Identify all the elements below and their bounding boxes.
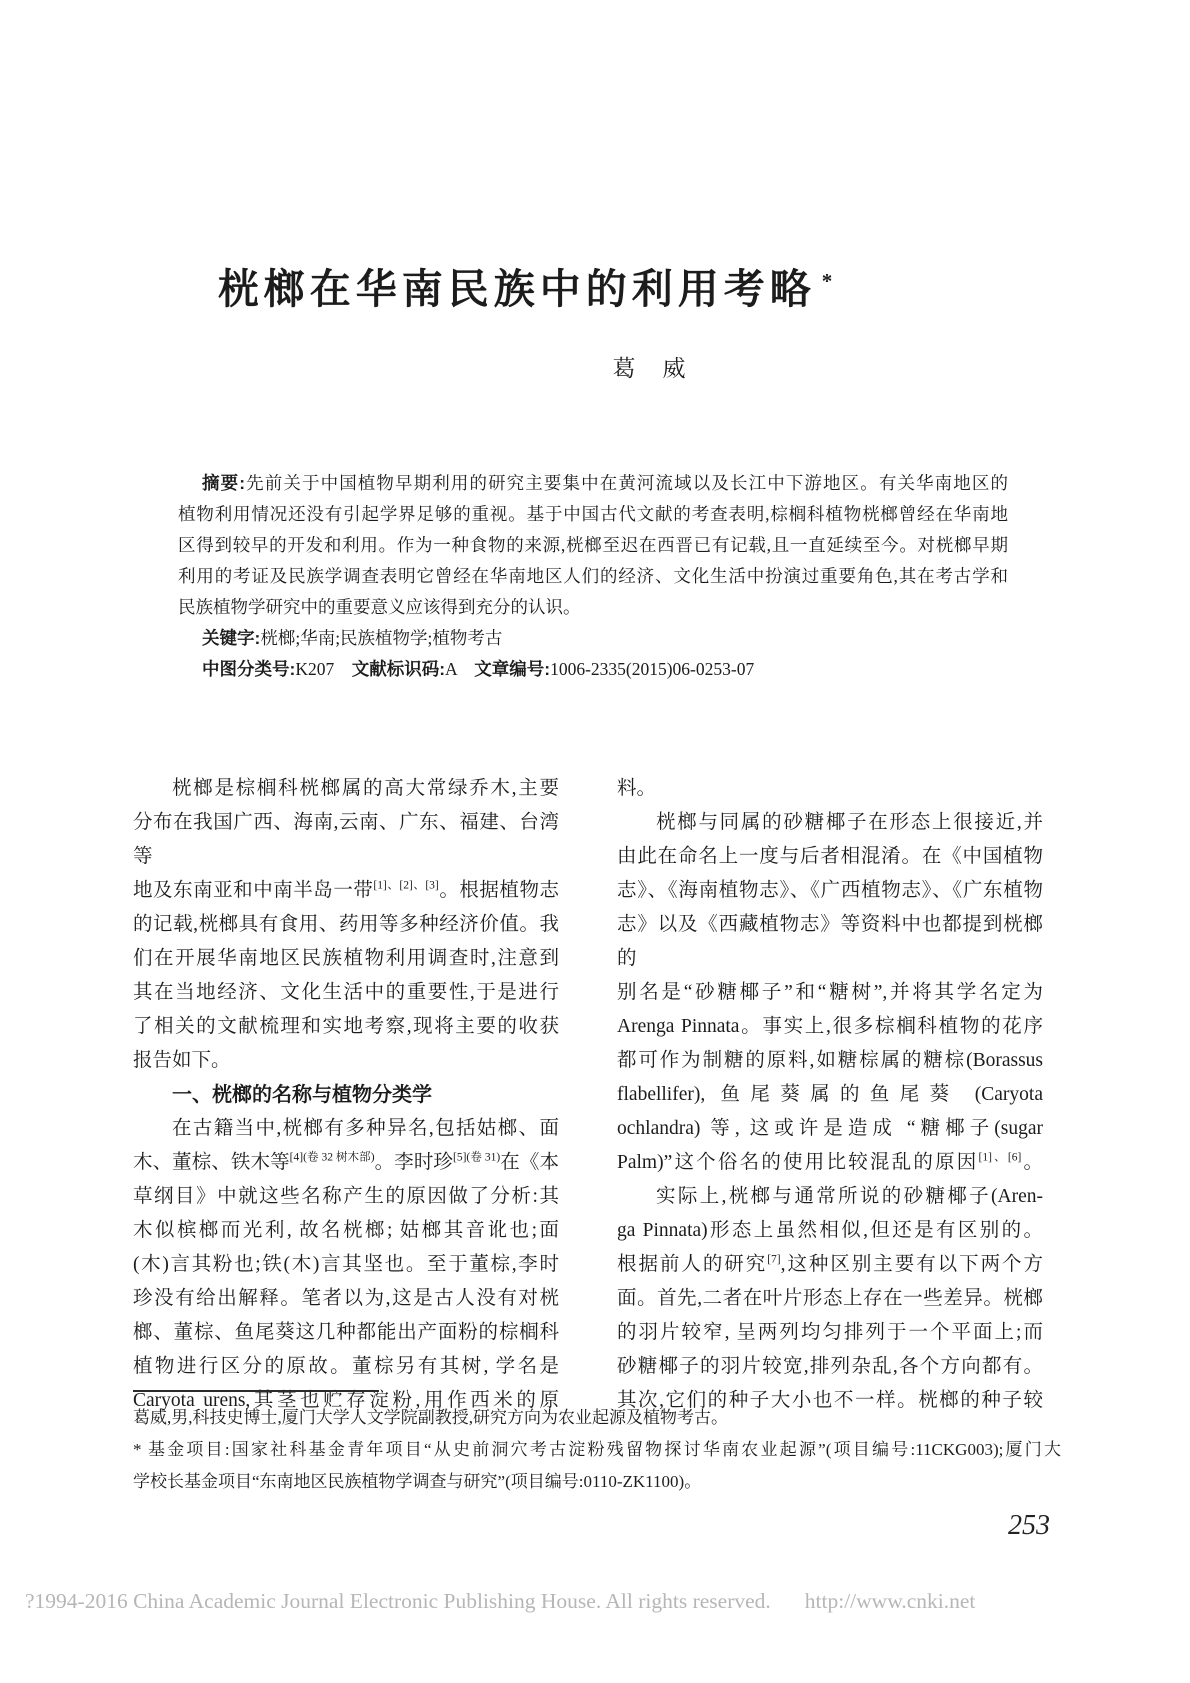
text-line: Palm)”这个俗名的使用比较混乱的原因[1]、[6]。 [617, 1151, 1043, 1173]
text-line: 报告如下。 [133, 1050, 231, 1071]
text-line: 珍没有给出解释。笔者以为,这是古人没有对桄 [133, 1288, 559, 1309]
footnote-separator-rule [133, 1390, 379, 1392]
text-line: ochlandra) 等, 这或许是造成 “糖椰子(sugar [617, 1118, 1043, 1139]
field-label: 中图分类号: [202, 659, 296, 679]
text-line: 的羽片较窄, 呈两列均匀排列于一个平面上;而 [617, 1322, 1043, 1343]
text-line: 民族植物学研究中的重要意义应该得到充分的认识。 [178, 597, 581, 617]
text-line: 桄榔与同属的砂糖椰子在形态上很接近,并 [656, 812, 1043, 833]
text-line: ga Pinnata)形态上虽然相似,但还是有区别的。 [617, 1220, 1043, 1241]
text-line: 的记载,桄榔具有食用、药用等多种经济价值。我 [133, 914, 559, 935]
text-line: 区得到较早的开发和利用。作为一种食物的来源,桄榔至迟在西晋已有记载,且一直延续至今。对桄榔早期 [178, 535, 1008, 555]
text-line: 都可作为制糖的原料,如糖棕属的糖棕(Borassus [617, 1050, 1043, 1071]
field-label: 摘要: [202, 473, 246, 493]
field-label: 文献标识码: [351, 659, 446, 679]
citation-superscript: [1]、[2]、[3] [373, 879, 439, 892]
text-line: 桄榔是棕榈科桄榔属的高大常绿乔木,主要 [172, 778, 559, 799]
text-line: 面。首先,二者在叶片形态上存在一些差异。桄榔 [617, 1288, 1043, 1309]
citation-superscript: [5](卷 31) [453, 1151, 501, 1164]
copyright-text: ?1994-2016 China Academic Journal Electronic Publishing House. All rights reserved. [25, 1589, 771, 1613]
text-line: 摘要:先前关于中国植物早期利用的研究主要集中在黄河流域以及长江中下游地区。有关华南地区的 [202, 473, 1008, 493]
text-line: 利用的考证及民族学调查表明它曾经在华南地区人们的经济、文化生活中扮演过重要角色,其在考古学和 [178, 566, 1008, 586]
text-line: 草纲目》中就这些名称产生的原因做了分析:其 [133, 1186, 559, 1207]
text-line: 学校长基金项目“东南地区民族植物学调查与研究”(项目编号:0110-ZK1100)。 [133, 1472, 702, 1491]
text-line: 分布在我国广西、海南,云南、广东、福建、台湾等 [133, 812, 559, 867]
text-line: 志》以及《西藏植物志》等资料中也都提到桄榔的 [617, 914, 1043, 969]
text-line: 志》、《海南植物志》、《广西植物志》、《广东植物 [617, 880, 1043, 901]
body-left-column [133, 772, 559, 1418]
citation-superscript: [7] [767, 1253, 781, 1266]
text-line: * 基金项目:国家社科基金青年项目“从史前洞穴考古淀粉残留物探讨华南农业起源”(项目编号:11CKG003);厦门大 [133, 1440, 1061, 1459]
text-line: 中图分类号:K207 文献标识码:A 文章编号:1006-2335(2015)06-0253-07 [202, 659, 755, 679]
text-line: 其在当地经济、文化生活中的重要性,于是进行 [133, 982, 559, 1003]
field-label: 文章编号: [474, 659, 551, 679]
text-line: 木、董棕、铁木等$^{[4](卷 32 树木部)}$。李时珍$^{[5](卷 31)}$在《本 [133, 1151, 559, 1173]
text-line: Caryota urens,其茎也贮存淀粉,用作西米的原 [133, 1390, 559, 1411]
footnotes-block [133, 1402, 1061, 1498]
text-line: 由此在命名上一度与后者相混淆。在《中国植物 [617, 846, 1043, 867]
citation-superscript: [4](卷 32 树木部) [289, 1151, 375, 1164]
text-line: 植物进行区分的原故。董棕另有其树, 学名是 [133, 1356, 559, 1377]
cnki-url: http://www.cnki.net [804, 1589, 976, 1613]
paper-title [95, 256, 955, 315]
text-line: 关键字:桄榔;华南;民族植物学;植物考古 [202, 628, 503, 648]
text-line: 根据前人的研究[7],这种区别主要有以下两个方 [617, 1253, 1043, 1275]
page-number: 253 [1008, 1510, 1050, 1541]
text-line: 植物利用情况还没有引起学界足够的重视。基于中国古代文献的考查表明,棕榈科植物桄榔曾经在华南地 [178, 504, 1008, 524]
citation-superscript: [1]、[6] [978, 1151, 1022, 1164]
text-line: 实际上,桄榔与通常所说的砂糖椰子(Aren- [656, 1186, 1043, 1207]
text-line: 们在开展华南地区民族植物利用调查时,注意到 [133, 948, 559, 969]
paper-title-text: 桄榔在华南民族中的利用考略 [217, 266, 816, 312]
text-line: Arenga Pinnata。事实上,很多棕榈科植物的花序 [617, 1016, 1043, 1037]
text-line: 榔、董棕、鱼尾葵这几种都能出产面粉的棕榈科 [133, 1322, 559, 1343]
text-line: 料。 [617, 778, 657, 799]
text-line: 葛威,男,科技史博士,厦门大学人文学院副教授,研究方向为农业起源及植物考古。 [133, 1408, 728, 1427]
body-right-column [617, 772, 1043, 1418]
text-line: 在古籍当中,桄榔有多种异名,包括姑榔、面 [172, 1118, 559, 1139]
copyright-line [25, 1589, 1175, 1614]
text-line: 一、桄榔的名称与植物分类学 [172, 1084, 432, 1106]
text-line: 砂糖椰子的羽片较宽,排列杂乱,各个方向都有。 [617, 1356, 1043, 1377]
field-label: 关键字: [202, 628, 261, 648]
text-line: 其次,它们的种子大小也不一样。桄榔的种子较 [617, 1390, 1043, 1411]
author-name: 葛 威 [612, 356, 688, 381]
text-line: (木)言其粉也;铁(木)言其坚也。至于董棕,李时 [133, 1254, 559, 1275]
title-footnote-asterisk: * [821, 269, 833, 294]
text-line: 了相关的文献梳理和实地考察,现将主要的收获 [133, 1016, 559, 1037]
text-line: flabellifer), 鱼尾葵属的鱼尾葵 (Caryota [617, 1084, 1043, 1105]
text-line: 地及东南亚和中南半岛一带[1]、[2]、[3]。根据植物志 [133, 879, 559, 901]
text-line: 别名是“砂糖椰子”和“糖树”,并将其学名定为 [617, 982, 1043, 1003]
abstract-block [178, 468, 1008, 685]
text-line: 木似槟榔而光利, 故名桄榔; 姑榔其音讹也;面 [133, 1220, 559, 1241]
